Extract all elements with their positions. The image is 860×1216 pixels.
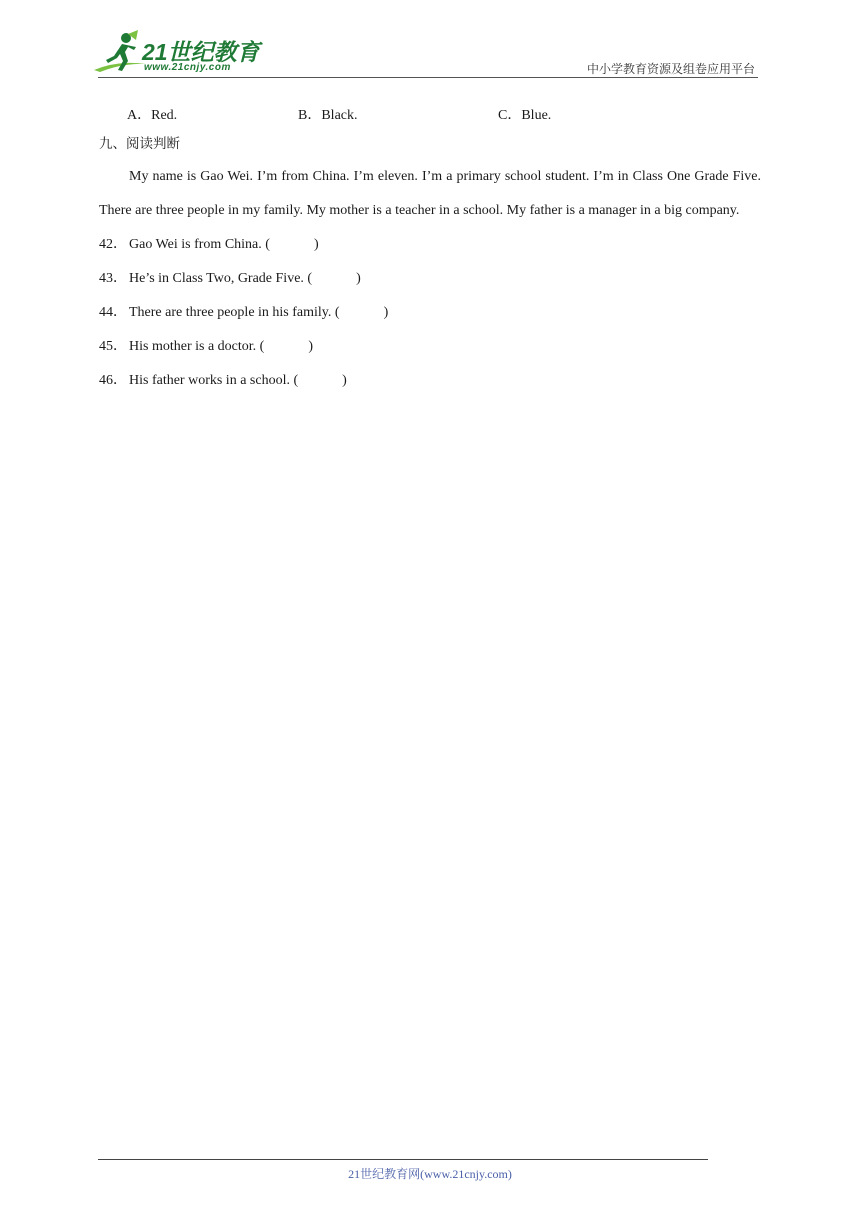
option-b <box>298 104 358 124</box>
question-item <box>99 364 761 398</box>
footer-divider <box>98 1159 708 1160</box>
option-text: Blue. <box>521 108 552 123</box>
question-close-paren: ) <box>342 373 347 388</box>
option-a <box>127 104 177 124</box>
question-item <box>99 228 761 262</box>
option-text: Red. <box>151 108 178 123</box>
question-number: 44． <box>99 305 127 320</box>
option-text: Black. <box>321 108 358 123</box>
header-divider <box>98 77 758 78</box>
site-logo <box>92 30 262 78</box>
reading-passage: My name is Gao Wei. I’m from China. I’m eleven. I’m a primary school student. I’m in Class One Grade Five. There are three people in my family. My mother is a teacher in a school. My father is a manager in a big company. <box>99 169 761 218</box>
option-letter: C． <box>498 108 522 123</box>
question-item <box>99 262 761 296</box>
question-list <box>99 228 761 398</box>
question-text: There are three people in his family. ( <box>129 305 340 320</box>
logo-url: www.21cnjy.com <box>144 62 231 73</box>
section-title: 九、阅读判断 <box>99 136 180 152</box>
question-item <box>99 330 761 364</box>
header-platform-text: 中小学教育资源及组卷应用平台 <box>586 62 755 76</box>
question-close-paren: ) <box>356 271 361 286</box>
runner-logo-icon <box>92 30 148 76</box>
option-c <box>498 104 551 124</box>
question-text: His father works in a school. ( <box>129 373 299 388</box>
question-text: His mother is a doctor. ( <box>129 339 265 354</box>
logo-title: 21世纪教育 <box>142 39 260 65</box>
footer-text[interactable]: 21世纪教育网(www.21cnjy.com) <box>348 1167 512 1181</box>
question-close-paren: ) <box>313 237 319 252</box>
page-header <box>0 0 860 80</box>
question-number: 45． <box>99 339 127 354</box>
option-letter: B． <box>298 108 322 123</box>
answer-options <box>99 104 761 128</box>
option-letter: A． <box>127 108 152 123</box>
page-content <box>99 104 761 398</box>
question-number: 43． <box>99 271 127 286</box>
question-number: 42． <box>99 237 127 252</box>
question-text: He’s in Class Two, Grade Five. ( <box>129 271 313 286</box>
question-text: Gao Wei is from China. ( <box>129 237 270 252</box>
question-number: 46． <box>99 373 127 388</box>
question-close-paren: ) <box>383 305 389 320</box>
question-item <box>99 296 761 330</box>
question-close-paren: ) <box>308 339 313 354</box>
